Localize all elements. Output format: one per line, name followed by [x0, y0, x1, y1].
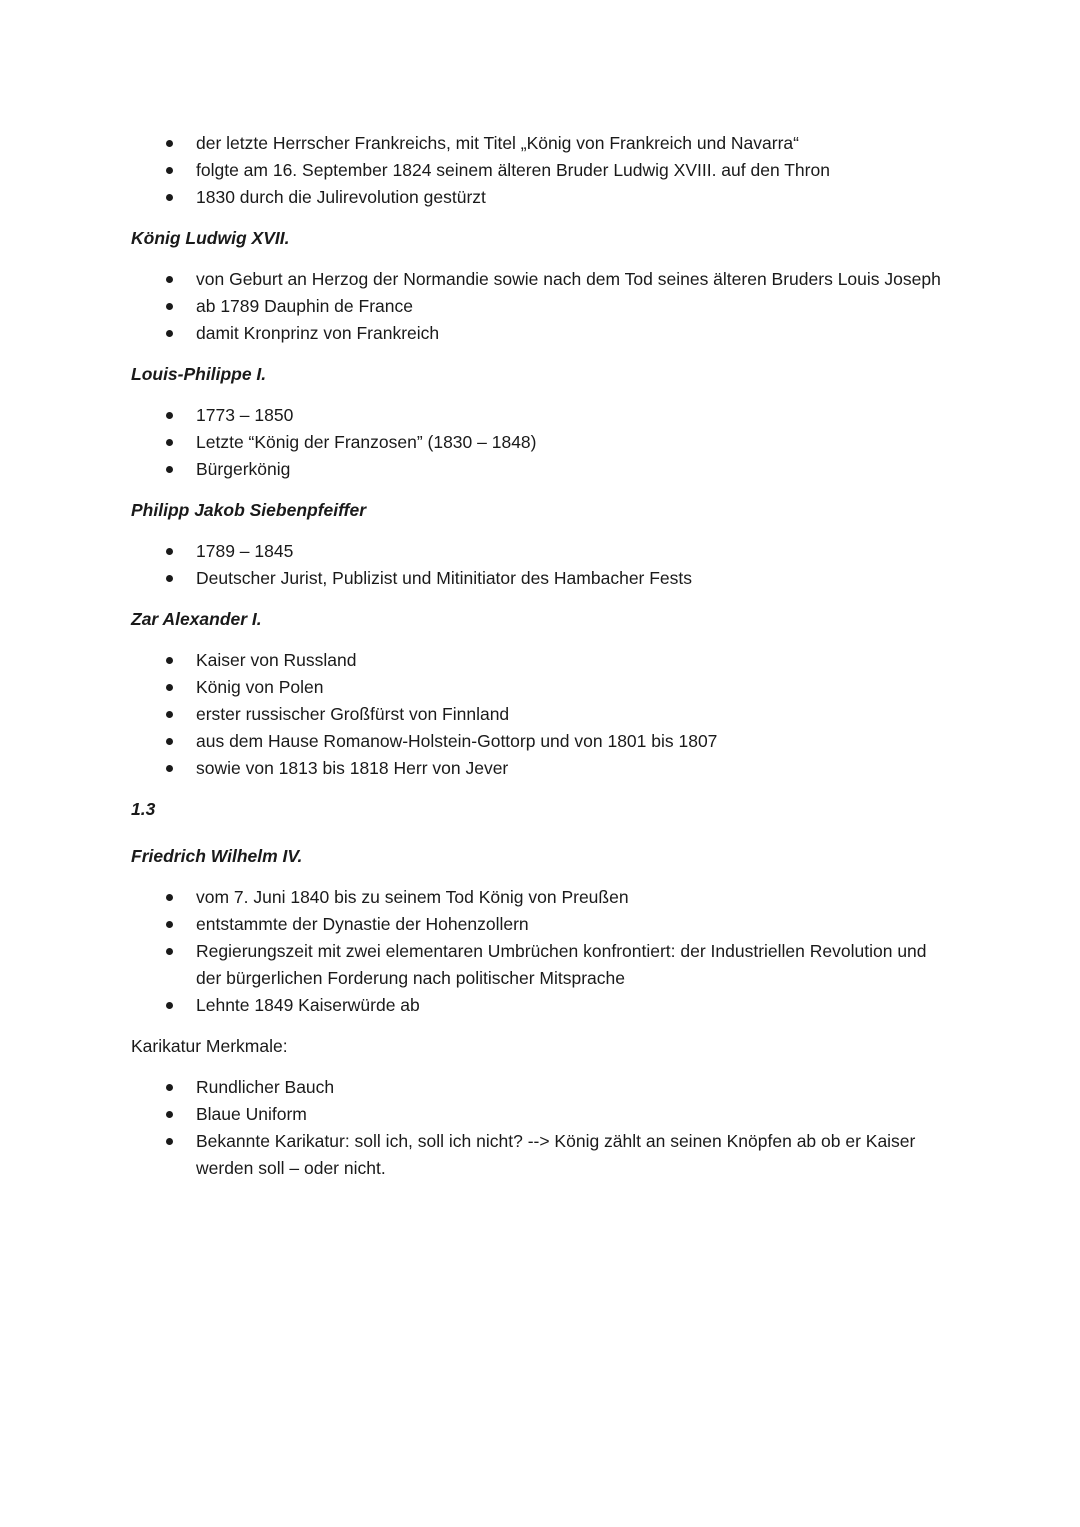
bullet-icon: [166, 575, 173, 582]
bullet-icon: [166, 439, 173, 446]
list-item: Blaue Uniform: [196, 1101, 956, 1128]
list-item: König von Polen: [196, 674, 956, 701]
list-item: Regierungszeit mit zwei elementaren Umbrüchen konfrontiert: der Industriellen Revolution und der bürgerlichen Forderung nach politischer Mitsprache: [196, 938, 956, 992]
bullet-icon: [166, 711, 173, 718]
list-item: Letzte “König der Franzosen” (1830 – 1848): [196, 429, 956, 456]
bullet-icon: [166, 412, 173, 419]
list-item: folgte am 16. September 1824 seinem älteren Bruder Ludwig XVIII. auf den Thron: [196, 157, 956, 184]
list-item: 1773 – 1850: [196, 402, 956, 429]
list-item: damit Kronprinz von Frankreich: [196, 320, 956, 347]
bullet-icon: [166, 948, 173, 955]
list-item: von Geburt an Herzog der Normandie sowie nach dem Tod seines älteren Bruders Louis Joseph: [196, 266, 956, 293]
list-item: Lehnte 1849 Kaiserwürde ab: [196, 992, 956, 1019]
bullet-icon: [166, 657, 173, 664]
bullet-icon: [166, 894, 173, 901]
list-item: Rundlicher Bauch: [196, 1074, 956, 1101]
alexander-bullet-list: [0, 647, 1080, 782]
section-title-alexander: Zar Alexander I.: [131, 609, 262, 629]
section-title-friedrich: Friedrich Wilhelm IV.: [131, 846, 303, 866]
bullet-icon: [166, 1002, 173, 1009]
bullet-icon: [166, 684, 173, 691]
intro-bullet-list: [0, 130, 1080, 211]
bullet-icon: [166, 194, 173, 201]
bullet-icon: [166, 330, 173, 337]
bullet-icon: [166, 466, 173, 473]
list-item: erster russischer Großfürst von Finnland: [196, 701, 956, 728]
bullet-icon: [166, 276, 173, 283]
bullet-icon: [166, 921, 173, 928]
list-item: vom 7. Juni 1840 bis zu seinem Tod König von Preußen: [196, 884, 956, 911]
section-title-siebenpfeiffer: Philipp Jakob Siebenpfeiffer: [131, 500, 367, 520]
bullet-icon: [166, 1111, 173, 1118]
list-item: aus dem Hause Romanow-Holstein-Gottorp und von 1801 bis 1807: [196, 728, 956, 755]
list-item: Bekannte Karikatur: soll ich, soll ich nicht? --> König zählt an seinen Knöpfen ab ob er Kaiser werden soll – oder nicht.: [196, 1128, 956, 1182]
section-title-louis-philippe: Louis-Philippe I.: [131, 364, 267, 384]
bullet-icon: [166, 140, 173, 147]
bullet-icon: [166, 167, 173, 174]
section-number: 1.3: [131, 799, 156, 819]
bullet-icon: [166, 303, 173, 310]
friedrich-bullet-list: [0, 884, 1080, 1019]
list-item: ab 1789 Dauphin de France: [196, 293, 956, 320]
bullet-icon: [166, 1138, 173, 1145]
bullet-icon: [166, 765, 173, 772]
karikatur-bullet-list: [0, 1074, 1080, 1182]
siebenpfeiffer-bullet-list: [0, 538, 1080, 592]
bullet-icon: [166, 1084, 173, 1091]
list-item: sowie von 1813 bis 1818 Herr von Jever: [196, 755, 956, 782]
list-item: 1789 – 1845: [196, 538, 956, 565]
bullet-icon: [166, 548, 173, 555]
section-title-ludwig: König Ludwig XVII.: [131, 228, 290, 248]
section-title-karikatur: Karikatur Merkmale:: [131, 1036, 288, 1056]
list-item: 1830 durch die Julirevolution gestürzt: [196, 184, 956, 211]
list-item: Deutscher Jurist, Publizist und Mitinitiator des Hambacher Fests: [196, 565, 956, 592]
document-page: [0, 128, 1080, 1190]
list-item: Kaiser von Russland: [196, 647, 956, 674]
list-item: Bürgerkönig: [196, 456, 956, 483]
list-item: der letzte Herrscher Frankreichs, mit Titel „König von Frankreich und Navarra“: [196, 130, 956, 157]
list-item: entstammte der Dynastie der Hohenzollern: [196, 911, 956, 938]
louis-philippe-bullet-list: [0, 402, 1080, 483]
ludwig-bullet-list: [0, 266, 1080, 347]
bullet-icon: [166, 738, 173, 745]
